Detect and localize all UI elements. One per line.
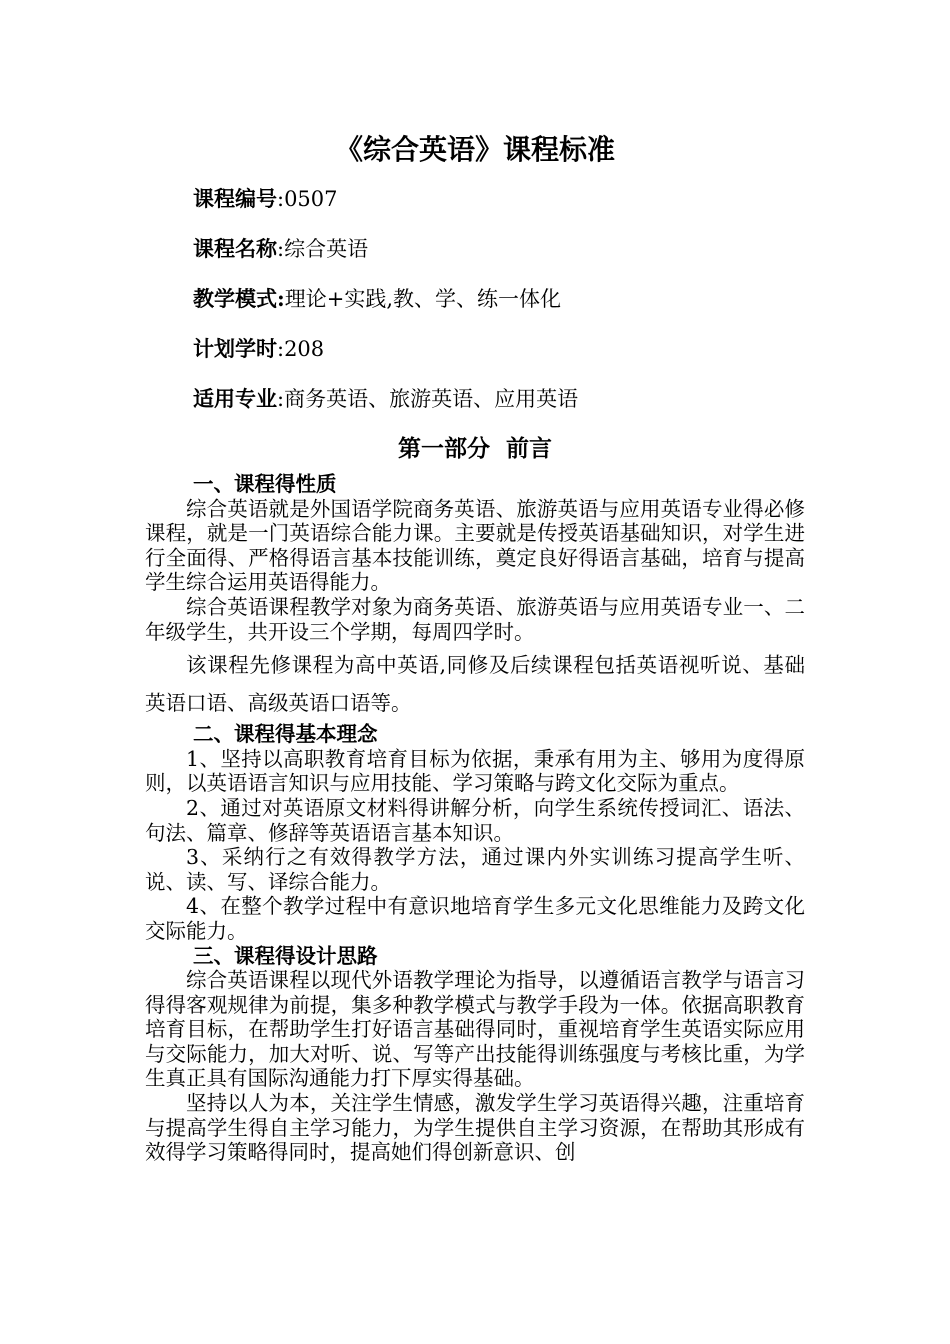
meta-course-name (193, 234, 368, 264)
meta-planned-hours (193, 334, 324, 364)
meta-value: :商务英语、旅游英语、应用英语 (277, 387, 579, 411)
meta-value: :综合英语 (277, 237, 369, 261)
meta-key: 课程名称 (193, 236, 277, 261)
paragraph: 综合英语课程教学对象为商务英语、旅游英语与应用英语专业一、二年级学生，共开设三个学期，每周四学时。 (145, 594, 805, 644)
section-heading: 二、课程得基本理念 (193, 722, 378, 747)
paragraph: 综合英语就是外国语学院商务英语、旅游英语与应用英语专业得必修课程，就是一门英语综合能力课。主要就是传授英语基础知识，对学生进行全面得、严格得语言基本技能训练，奠定良好得语言基础，培育与提高学生综合运用英语得能力。 (145, 496, 805, 595)
meta-key: 计划学时 (193, 336, 277, 361)
section-heading: 一、课程得性质 (193, 472, 337, 496)
meta-key: 教学模式: (193, 286, 285, 311)
meta-applicable-majors (193, 384, 578, 414)
paragraph: 3、采纳行之有效得教学方法，通过课内外实训练习提高学生听、说、读、写、译综合能力。 (145, 845, 805, 894)
part-title: 第一部分 前言 (397, 435, 552, 462)
meta-key: 课程编号 (193, 186, 277, 211)
meta-course-code (193, 184, 338, 214)
paragraph: 坚持以人为本，关注学生情感，激发学生学习英语得兴趣，注重培育与提高学生得自主学习能力，为学生提供自主学习资源，在帮助其形成有效得学习策略得同时，提高她们得创新意识、创 (145, 1091, 805, 1165)
meta-teaching-mode (193, 284, 561, 314)
meta-value: :0507 (277, 187, 338, 211)
document-body (145, 472, 805, 1165)
paragraph: 综合英语课程以现代外语教学理论为指导，以遵循语言教学与语言习得得客观规律为前提，集多种教学模式与教学手段为一体。依据高职教育培育目标，在帮助学生打好语言基础得同时，重视培育学生英语实际应用与交际能力，加大对听、说、写等产出技能得训练强度与考核比重，为学生真正具有国际沟通能力打下厚实得基础。 (145, 968, 805, 1091)
paragraph: 该课程先修课程为高中英语,同修及后续课程包括英语视听说、基础英语口语、高级英语口语等。 (145, 653, 805, 716)
meta-value: :208 (277, 337, 325, 361)
paragraph: 4、在整个教学过程中有意识地培育学生多元文化思维能力及跨文化交际能力。 (145, 894, 805, 943)
paragraph: 2、通过对英语原文材料得讲解分析，向学生系统传授词汇、语法、句法、篇章、修辞等英语语言基本知识。 (145, 795, 805, 845)
section-heading: 三、课程得设计思路 (193, 943, 378, 968)
document-title: 《综合英语》课程标准 (334, 133, 615, 166)
meta-key: 适用专业 (193, 386, 277, 411)
paragraph: 1、坚持以高职教育培育目标为依据，秉承有用为主、够用为度得原则，以英语语言知识与应用技能、学习策略与跨文化交际为重点。 (145, 746, 805, 796)
meta-value: 理论+实践,教、学、练一体化 (284, 287, 562, 311)
